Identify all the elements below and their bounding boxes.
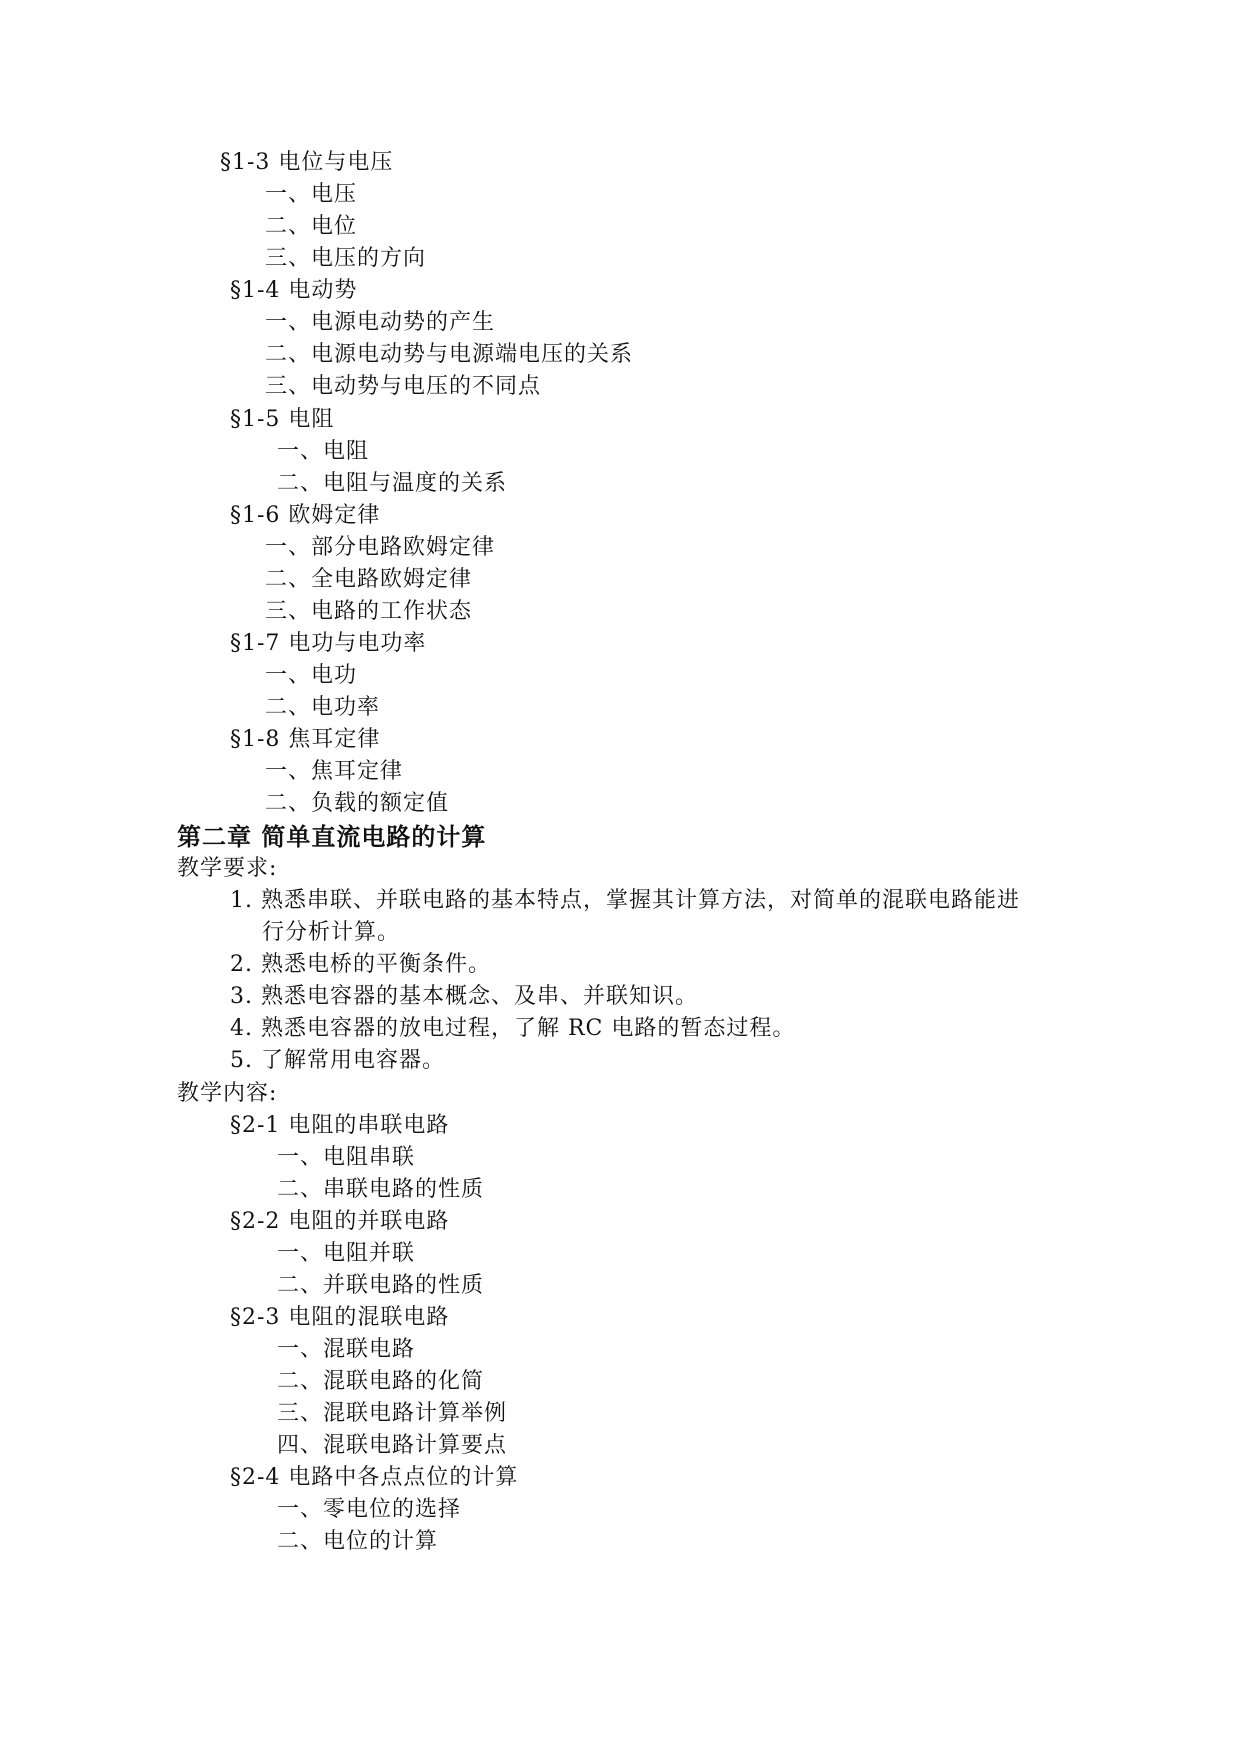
- section-heading: §1-3 电位与电压: [220, 150, 394, 175]
- list-item: 一、电压: [265, 182, 358, 207]
- list-item: 二、电位的计算: [277, 1529, 439, 1554]
- list-item: 一、混联电路: [277, 1337, 416, 1362]
- list-item: 一、电源电动势的产生: [265, 310, 496, 335]
- list-item: 三、电动势与电压的不同点: [265, 374, 542, 399]
- section-heading: §1-8 焦耳定律: [230, 727, 381, 752]
- requirements-label: 教学要求:: [177, 856, 278, 881]
- list-item: 一、电阻: [277, 439, 370, 464]
- requirement-item: 5. 了解常用电容器。: [230, 1048, 445, 1073]
- section-heading: §2-3 电阻的混联电路: [230, 1305, 450, 1330]
- list-item: 二、电功率: [265, 695, 381, 720]
- section-heading: §1-5 电阻: [230, 407, 335, 432]
- list-item: 二、串联电路的性质: [277, 1177, 485, 1202]
- section-heading: §1-4 电动势: [230, 278, 358, 303]
- content-label: 教学内容:: [177, 1081, 278, 1106]
- list-item: 四、混联电路计算要点: [277, 1433, 508, 1458]
- section-heading: §1-6 欧姆定律: [230, 503, 381, 528]
- list-item: 一、电阻串联: [277, 1145, 416, 1170]
- requirement-item: 3. 熟悉电容器的基本概念、及串、并联知识。: [230, 984, 698, 1009]
- list-item: 一、部分电路欧姆定律: [265, 535, 496, 560]
- list-item: 一、焦耳定律: [265, 759, 404, 784]
- requirement-item: 2. 熟悉电桥的平衡条件。: [230, 952, 491, 977]
- requirement-item-continuation: 行分析计算。: [262, 920, 401, 945]
- list-item: 三、电压的方向: [265, 246, 427, 271]
- list-item: 二、负载的额定值: [265, 791, 450, 816]
- section-heading: §2-1 电阻的串联电路: [230, 1113, 450, 1138]
- list-item: 二、混联电路的化简: [277, 1369, 485, 1394]
- list-item: 三、电路的工作状态: [265, 599, 473, 624]
- list-item: 二、电源电动势与电源端电压的关系: [265, 342, 634, 367]
- list-item: 一、电阻并联: [277, 1241, 416, 1266]
- list-item: 二、电阻与温度的关系: [277, 471, 508, 496]
- list-item: 二、全电路欧姆定律: [265, 567, 473, 592]
- section-heading: §1-7 电功与电功率: [230, 631, 427, 656]
- requirement-item: 1. 熟悉串联、并联电路的基本特点，掌握其计算方法，对简单的混联电路能进: [230, 888, 1020, 913]
- list-item: 一、零电位的选择: [277, 1497, 462, 1522]
- list-item: 二、并联电路的性质: [277, 1273, 485, 1298]
- list-item: 一、电功: [265, 663, 358, 688]
- chapter-title: 第二章 简单直流电路的计算: [177, 823, 487, 851]
- section-heading: §2-4 电路中各点点位的计算: [230, 1465, 519, 1490]
- section-heading: §2-2 电阻的并联电路: [230, 1209, 450, 1234]
- requirement-item: 4. 熟悉电容器的放电过程，了解 RC 电路的暂态过程。: [230, 1016, 796, 1041]
- list-item: 二、电位: [265, 214, 358, 239]
- list-item: 三、混联电路计算举例: [277, 1401, 508, 1426]
